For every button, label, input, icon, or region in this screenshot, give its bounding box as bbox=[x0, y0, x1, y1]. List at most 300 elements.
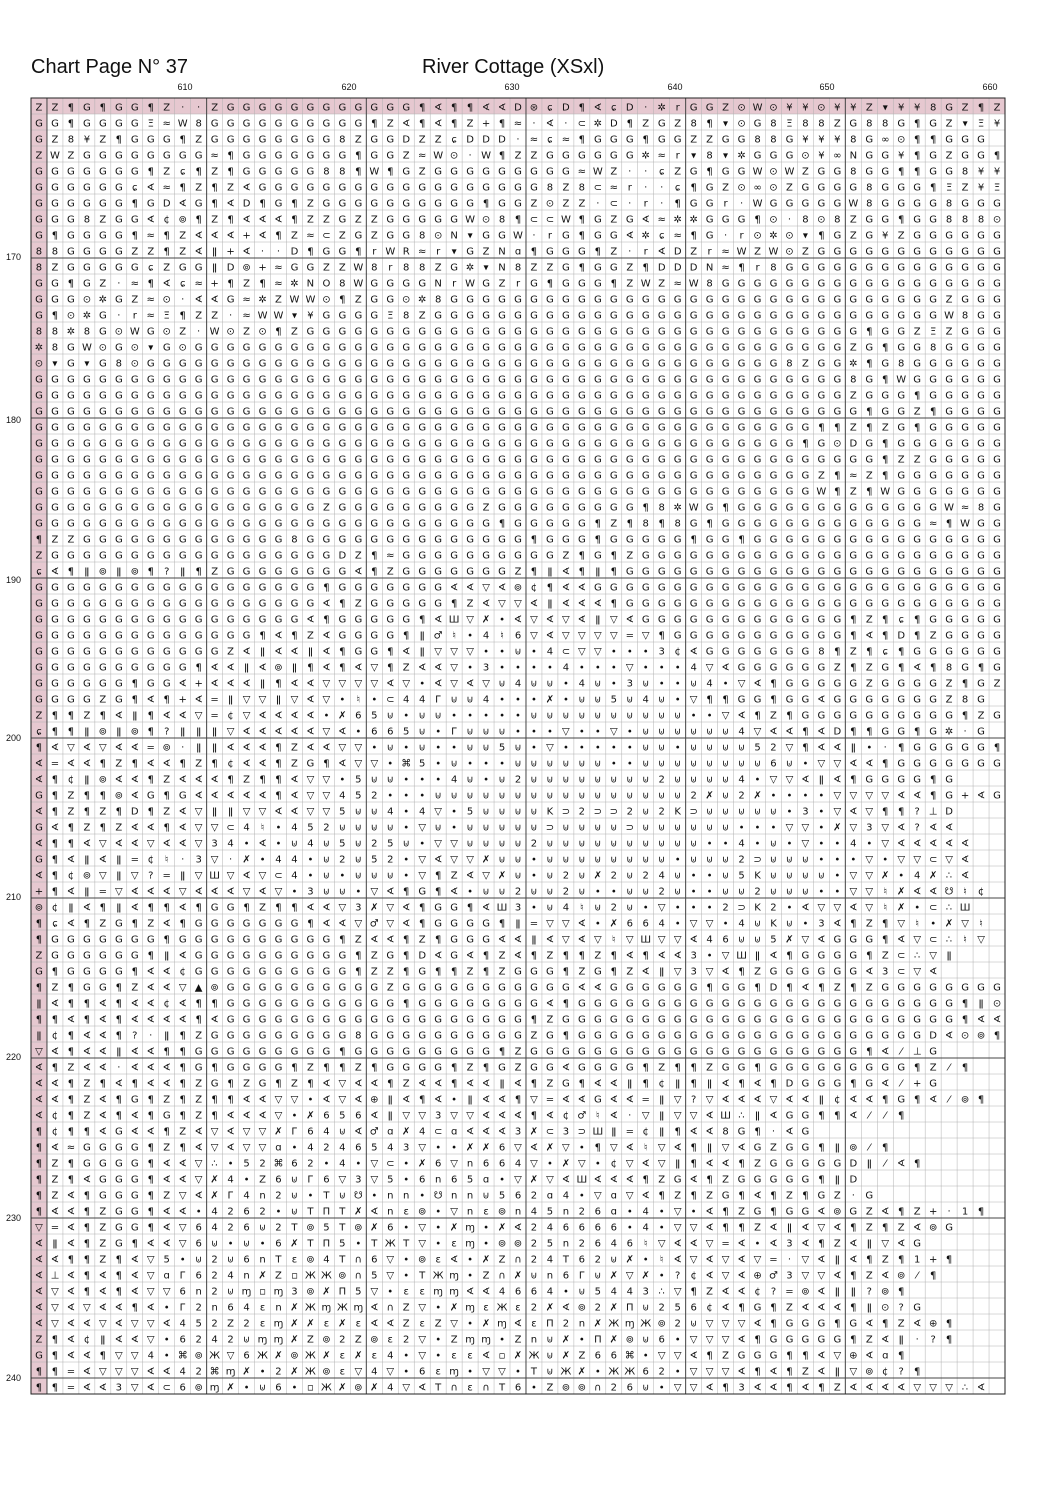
chart-symbol: 6 bbox=[578, 1254, 586, 1266]
chart-symbol: ¶ bbox=[195, 902, 202, 914]
chart-symbol: G bbox=[657, 982, 666, 994]
chart-symbol: G bbox=[929, 310, 938, 322]
chart-symbol: G bbox=[178, 502, 187, 514]
chart-symbol: • bbox=[499, 1334, 505, 1346]
chart-symbol: ¶ bbox=[51, 790, 59, 802]
chart-symbol: G bbox=[338, 502, 347, 514]
chart-symbol: G bbox=[753, 630, 762, 642]
chart-symbol: ɛ bbox=[259, 1318, 266, 1330]
chart-symbol: G bbox=[977, 390, 985, 402]
chart-symbol: Z bbox=[865, 1222, 873, 1234]
chart-symbol: G bbox=[865, 710, 874, 722]
chart-symbol: Z bbox=[243, 774, 250, 786]
chart-symbol: W bbox=[784, 166, 795, 178]
chart-symbol: ✲ bbox=[290, 278, 299, 290]
chart-symbol: G bbox=[562, 406, 570, 418]
chart-symbol: ∢ bbox=[625, 1094, 634, 1106]
chart-symbol: • bbox=[754, 1238, 761, 1250]
chart-symbol: ∢ bbox=[449, 582, 459, 594]
chart-symbol: ▽ bbox=[673, 1206, 682, 1218]
chart-symbol: G bbox=[833, 374, 842, 386]
chart-symbol: ¶ bbox=[866, 1254, 873, 1266]
chart-symbol: ¶ bbox=[642, 502, 649, 514]
chart-symbol: G bbox=[210, 470, 219, 482]
chart-symbol: 5 bbox=[339, 838, 346, 850]
chart-symbol: N bbox=[705, 262, 714, 274]
chart-symbol: G bbox=[737, 646, 746, 658]
chart-symbol: G bbox=[210, 502, 219, 514]
chart-symbol: G bbox=[929, 742, 938, 754]
chart-symbol: Ш bbox=[209, 870, 220, 882]
chart-symbol: ¶ bbox=[147, 950, 154, 962]
chart-symbol: G bbox=[226, 534, 235, 546]
chart-symbol: Z bbox=[881, 1254, 889, 1266]
chart-symbol: Z bbox=[243, 1078, 250, 1090]
chart-symbol: G bbox=[961, 326, 969, 338]
chart-symbol: G bbox=[849, 534, 858, 546]
chart-symbol: G bbox=[881, 326, 890, 338]
chart-symbol: G bbox=[977, 198, 985, 210]
chart-symbol: ⊍ bbox=[705, 758, 714, 770]
chart-symbol: G bbox=[929, 598, 938, 610]
chart-symbol: ⊍ bbox=[610, 790, 618, 802]
chart-symbol: G bbox=[114, 966, 123, 978]
chart-symbol: G bbox=[993, 262, 1001, 274]
chart-symbol: ⊍ bbox=[658, 726, 666, 738]
chart-symbol: ▽ bbox=[593, 630, 602, 642]
chart-symbol: G bbox=[194, 598, 203, 610]
chart-symbol: G bbox=[146, 438, 155, 450]
chart-symbol: ¶ bbox=[67, 998, 75, 1010]
chart-symbol: Z bbox=[99, 134, 107, 146]
chart-symbol: ∢ bbox=[689, 934, 698, 946]
chart-symbol: Ж bbox=[305, 1350, 316, 1362]
chart-symbol: ⊍ bbox=[466, 790, 474, 802]
chart-symbol: Ξ bbox=[163, 310, 170, 322]
chart-symbol: ∢ bbox=[178, 902, 187, 914]
chart-symbol: G bbox=[881, 598, 890, 610]
chart-symbol: • bbox=[834, 838, 841, 850]
chart-symbol: G bbox=[801, 1046, 810, 1058]
chart-symbol: • bbox=[546, 726, 553, 738]
chart-symbol: ∢ bbox=[817, 1302, 826, 1314]
chart-symbol: ∢ bbox=[66, 918, 76, 930]
chart-symbol: ✗ bbox=[897, 902, 906, 914]
chart-symbol: • bbox=[451, 822, 458, 834]
chart-symbol: G bbox=[482, 438, 490, 450]
chart-symbol: ∢ bbox=[513, 1078, 523, 1090]
chart-symbol: ∢ bbox=[928, 838, 938, 850]
chart-symbol: G bbox=[450, 182, 459, 194]
chart-symbol: G bbox=[210, 902, 219, 914]
chart-symbol: G bbox=[865, 214, 874, 226]
chart-symbol: ⊍ bbox=[721, 806, 730, 818]
chart-symbol: G bbox=[849, 310, 858, 322]
chart-symbol: G bbox=[306, 486, 315, 498]
chart-symbol: G bbox=[753, 598, 762, 610]
chart-symbol: ¶ bbox=[818, 1142, 825, 1154]
chart-symbol: G bbox=[689, 310, 698, 322]
chart-symbol: ⊍ bbox=[594, 758, 602, 770]
chart-symbol: ¶ bbox=[83, 1206, 91, 1218]
chart-symbol: G bbox=[546, 310, 554, 322]
chart-symbol: • bbox=[626, 726, 633, 738]
chart-symbol: T bbox=[291, 1222, 298, 1234]
chart-symbol: G bbox=[945, 438, 953, 450]
chart-symbol: G bbox=[817, 630, 826, 642]
chart-symbol: • bbox=[818, 790, 825, 802]
chart-symbol: Z bbox=[354, 294, 362, 306]
chart-symbol: D bbox=[498, 134, 506, 146]
chart-symbol: ⊍ bbox=[258, 1222, 267, 1234]
chart-symbol: ∢ bbox=[210, 1014, 219, 1026]
chart-symbol: ¶ bbox=[291, 1062, 298, 1074]
chart-symbol: G bbox=[114, 166, 123, 178]
chart-symbol: ▽ bbox=[673, 1094, 682, 1106]
chart-symbol: • bbox=[674, 662, 681, 674]
chart-symbol: Z bbox=[610, 166, 618, 178]
chart-symbol: ⊍ bbox=[626, 854, 634, 866]
chart-symbol: 6 bbox=[722, 934, 729, 946]
chart-symbol: G bbox=[83, 102, 91, 114]
chart-symbol: ⊙ bbox=[449, 150, 459, 162]
chart-symbol: ɛ bbox=[371, 1350, 377, 1362]
chart-symbol: Z bbox=[754, 966, 761, 978]
chart-symbol: ∩ bbox=[514, 1254, 522, 1266]
chart-symbol: ▽ bbox=[242, 1126, 251, 1138]
chart-symbol: G bbox=[114, 1222, 123, 1234]
chart-symbol: ∢ bbox=[960, 838, 970, 850]
chart-symbol: G bbox=[769, 422, 778, 434]
chart-symbol: ¶ bbox=[163, 1046, 170, 1058]
chart-symbol: G bbox=[482, 326, 490, 338]
chart-symbol: ∢ bbox=[98, 1014, 108, 1026]
chart-symbol: G bbox=[737, 294, 746, 306]
chart-symbol: G bbox=[625, 342, 634, 354]
chart-symbol: G bbox=[482, 406, 490, 418]
chart-symbol: G bbox=[609, 534, 618, 546]
chart-symbol: ¶ bbox=[163, 694, 170, 706]
chart-symbol: ∢ bbox=[449, 886, 459, 898]
chart-symbol: ⊚ bbox=[98, 726, 108, 738]
chart-symbol: ¶ bbox=[67, 838, 75, 850]
chart-symbol: G bbox=[801, 1078, 810, 1090]
chart-symbol: n bbox=[275, 1302, 282, 1314]
chart-symbol: G bbox=[881, 150, 890, 162]
chart-symbol: ∢ bbox=[162, 886, 171, 898]
chart-symbol: G bbox=[114, 662, 123, 674]
chart-symbol: G bbox=[881, 518, 890, 530]
chart-symbol: ∢ bbox=[66, 1286, 76, 1298]
chart-symbol: ▾ bbox=[723, 150, 729, 162]
chart-symbol: K bbox=[754, 870, 761, 882]
chart-symbol: ɑ bbox=[163, 1270, 170, 1282]
chart-symbol: ⊙ bbox=[992, 998, 1002, 1010]
chart-symbol: ∢ bbox=[497, 1110, 507, 1122]
chart-symbol: ⊛ bbox=[529, 102, 539, 114]
chart-symbol: G bbox=[386, 518, 395, 530]
chart-symbol: G bbox=[769, 470, 778, 482]
chart-symbol: G bbox=[961, 262, 969, 274]
chart-symbol: • bbox=[866, 742, 873, 754]
chart-symbol: G bbox=[721, 422, 730, 434]
chart-symbol: G bbox=[913, 1302, 922, 1314]
chart-symbol: • bbox=[451, 1094, 458, 1106]
chart-symbol: · bbox=[468, 150, 472, 162]
chart-symbol: G bbox=[290, 134, 299, 146]
chart-symbol: Z bbox=[386, 118, 394, 130]
chart-symbol: ▽ bbox=[258, 870, 267, 882]
chart-symbol: G bbox=[322, 102, 331, 114]
chart-symbol: ⊍ bbox=[626, 870, 634, 882]
chart-symbol: ∢ bbox=[130, 822, 139, 834]
chart-symbol: ▽ bbox=[418, 1142, 427, 1154]
chart-symbol: G bbox=[306, 438, 315, 450]
chart-symbol: G bbox=[354, 390, 363, 402]
chart-symbol: • bbox=[307, 870, 314, 882]
chart-symbol: 2 bbox=[307, 1158, 314, 1170]
chart-symbol: G bbox=[657, 614, 666, 626]
chart-symbol: ∢ bbox=[194, 1190, 203, 1202]
chart-symbol: G bbox=[721, 566, 730, 578]
chart-symbol: G bbox=[226, 1014, 235, 1026]
chart-symbol: G bbox=[162, 342, 171, 354]
chart-symbol: ▽ bbox=[306, 806, 315, 818]
chart-symbol: ∢ bbox=[753, 678, 762, 690]
chart-symbol: · bbox=[117, 310, 121, 322]
chart-symbol: ¶ bbox=[115, 806, 123, 818]
chart-symbol: G bbox=[35, 678, 43, 690]
chart-symbol: G bbox=[178, 518, 187, 530]
chart-symbol: G bbox=[737, 326, 746, 338]
chart-symbol: G bbox=[178, 614, 187, 626]
chart-symbol: G bbox=[753, 358, 762, 370]
chart-symbol: G bbox=[530, 422, 538, 434]
chart-symbol: • bbox=[626, 1222, 633, 1234]
chart-symbol: G bbox=[354, 454, 363, 466]
chart-symbol: ⊙ bbox=[82, 294, 92, 306]
chart-symbol: G bbox=[546, 342, 554, 354]
chart-symbol: ✲ bbox=[82, 310, 92, 322]
chart-symbol: ¶ bbox=[67, 102, 75, 114]
chart-symbol: ☋ bbox=[944, 886, 954, 898]
chart-symbol: ✗ bbox=[370, 1382, 379, 1394]
chart-symbol: G bbox=[226, 1062, 235, 1074]
chart-symbol: G bbox=[801, 694, 810, 706]
chart-symbol: G bbox=[338, 102, 347, 114]
chart-symbol: ¶ bbox=[913, 390, 921, 402]
chart-symbol: ¶ bbox=[466, 902, 474, 914]
chart-symbol: = bbox=[769, 1254, 778, 1266]
chart-symbol: ¶ bbox=[147, 710, 154, 722]
chart-symbol: G bbox=[737, 518, 746, 530]
chart-symbol: G bbox=[961, 134, 969, 146]
chart-symbol: G bbox=[258, 966, 267, 978]
chart-symbol: G bbox=[833, 1030, 842, 1042]
chart-symbol: 8 bbox=[371, 262, 378, 274]
chart-symbol: G bbox=[753, 454, 762, 466]
chart-symbol: G bbox=[386, 630, 395, 642]
chart-symbol: G bbox=[514, 1014, 522, 1026]
chart-symbol: ⊍ bbox=[769, 806, 778, 818]
chart-symbol: ¶ bbox=[770, 678, 777, 690]
chart-symbol: G bbox=[546, 422, 554, 434]
chart-symbol: G bbox=[370, 438, 379, 450]
chart-symbol: G bbox=[945, 998, 953, 1010]
chart-symbol: G bbox=[242, 470, 251, 482]
chart-symbol: 5 bbox=[738, 870, 745, 882]
chart-symbol: G bbox=[625, 438, 634, 450]
chart-symbol: D bbox=[514, 102, 522, 114]
chart-symbol: G bbox=[114, 518, 123, 530]
chart-symbol: G bbox=[35, 166, 43, 178]
chart-symbol: ⊍ bbox=[354, 822, 362, 834]
chart-symbol: ¶ bbox=[882, 806, 889, 818]
chart-symbol: ¶ bbox=[913, 726, 921, 738]
chart-symbol: ¶ bbox=[291, 902, 298, 914]
chart-symbol: ɑ bbox=[387, 1126, 394, 1138]
chart-symbol: • bbox=[307, 1094, 314, 1106]
chart-symbol: ∢ bbox=[82, 742, 92, 754]
chart-symbol: G bbox=[577, 294, 586, 306]
chart-symbol: ▽ bbox=[641, 1110, 650, 1122]
chart-symbol: ∢ bbox=[609, 1078, 618, 1090]
chart-symbol: G bbox=[593, 966, 602, 978]
chart-symbol: G bbox=[338, 582, 347, 594]
chart-symbol: • bbox=[483, 758, 490, 770]
chart-symbol: Z bbox=[35, 550, 43, 562]
chart-symbol: G bbox=[450, 502, 459, 514]
chart-symbol: G bbox=[146, 406, 155, 418]
chart-symbol: П bbox=[546, 1318, 554, 1330]
chart-symbol: ∢ bbox=[849, 1094, 858, 1106]
chart-symbol: G bbox=[370, 614, 379, 626]
chart-symbol: ∢ bbox=[912, 1318, 922, 1330]
chart-symbol: G bbox=[210, 422, 219, 434]
chart-symbol: G bbox=[35, 454, 43, 466]
chart-symbol: G bbox=[961, 278, 969, 290]
chart-symbol: ▽ bbox=[450, 1158, 458, 1170]
chart-symbol: G bbox=[897, 518, 906, 530]
chart-symbol: G bbox=[721, 1046, 730, 1058]
chart-symbol: 5 bbox=[355, 774, 362, 786]
chart-symbol: G bbox=[577, 518, 586, 530]
chart-symbol: G bbox=[130, 950, 139, 962]
chart-symbol: G bbox=[977, 438, 985, 450]
chart-symbol: ∢ bbox=[561, 582, 571, 594]
chart-symbol: ∢ bbox=[98, 998, 108, 1010]
chart-symbol: + bbox=[226, 246, 235, 258]
chart-symbol: G bbox=[833, 390, 842, 402]
chart-symbol: ♮ bbox=[659, 1254, 664, 1266]
chart-symbol: G bbox=[977, 342, 985, 354]
page-title: Chart Page N° 37 bbox=[31, 56, 188, 78]
chart-symbol: ⊍ bbox=[482, 838, 490, 850]
chart-symbol: ⊍ bbox=[514, 838, 522, 850]
chart-symbol: G bbox=[194, 470, 203, 482]
chart-symbol: G bbox=[785, 646, 794, 658]
chart-symbol: G bbox=[290, 262, 299, 274]
chart-symbol: G bbox=[753, 1174, 762, 1186]
chart-symbol: ¶ bbox=[147, 1158, 154, 1170]
chart-symbol: ⊕ bbox=[753, 1270, 762, 1282]
chart-symbol: G bbox=[83, 662, 91, 674]
chart-symbol: G bbox=[274, 598, 283, 610]
chart-symbol: W bbox=[369, 166, 380, 178]
chart-symbol: G bbox=[737, 998, 746, 1010]
chart-symbol: ✗ bbox=[338, 1382, 347, 1394]
chart-symbol: ⊚ bbox=[338, 1270, 347, 1282]
chart-symbol: G bbox=[306, 582, 315, 594]
chart-symbol: ⊍ bbox=[418, 742, 426, 754]
chart-symbol: ▽ bbox=[99, 1318, 107, 1330]
chart-symbol: ✗ bbox=[641, 1270, 650, 1282]
chart-symbol: G bbox=[562, 278, 570, 290]
chart-symbol: G bbox=[897, 470, 906, 482]
chart-symbol: ⊍ bbox=[290, 838, 299, 850]
chart-symbol: ¶ bbox=[945, 1254, 953, 1266]
chart-symbol: ∢ bbox=[833, 774, 842, 786]
chart-symbol: G bbox=[609, 1046, 618, 1058]
chart-symbol: G bbox=[162, 582, 171, 594]
chart-symbol: ∢ bbox=[370, 1302, 379, 1314]
chart-symbol: G bbox=[418, 406, 427, 418]
chart-symbol: ▽ bbox=[881, 838, 890, 850]
chart-symbol: G bbox=[641, 534, 650, 546]
chart-symbol: ⊚ bbox=[162, 742, 171, 754]
chart-symbol: ¶ bbox=[195, 166, 202, 178]
chart-symbol: G bbox=[801, 1110, 810, 1122]
chart-symbol: G bbox=[625, 598, 634, 610]
chart-symbol: ¶ bbox=[147, 1142, 154, 1154]
chart-symbol: Z bbox=[849, 214, 857, 226]
chart-symbol: ▽ bbox=[434, 838, 443, 850]
chart-symbol: П bbox=[322, 1206, 331, 1218]
chart-symbol: G bbox=[721, 310, 730, 322]
chart-symbol: G bbox=[785, 566, 794, 578]
chart-symbol: ∢ bbox=[178, 950, 187, 962]
chart-symbol: G bbox=[114, 1206, 123, 1218]
chart-symbol: G bbox=[833, 934, 842, 946]
chart-symbol: ▽ bbox=[418, 854, 427, 866]
chart-symbol: G bbox=[577, 534, 586, 546]
chart-symbol: ¶ bbox=[403, 998, 410, 1010]
chart-symbol: G bbox=[737, 1014, 746, 1026]
chart-symbol: ǁ bbox=[212, 726, 218, 738]
chart-symbol: G bbox=[35, 278, 43, 290]
chart-symbol: ¶ bbox=[882, 1094, 889, 1106]
chart-symbol: • bbox=[483, 774, 490, 786]
chart-symbol: ⊍ bbox=[658, 854, 666, 866]
chart-symbol: G bbox=[354, 198, 363, 210]
chart-symbol: G bbox=[625, 374, 634, 386]
chart-symbol: G bbox=[961, 150, 969, 162]
chart-symbol: 4 bbox=[546, 1254, 554, 1266]
chart-symbol: ∢ bbox=[593, 982, 603, 994]
chart-symbol: ⁄ bbox=[916, 1270, 919, 1282]
chart-symbol: G bbox=[482, 278, 490, 290]
chart-symbol: G bbox=[881, 710, 890, 722]
chart-symbol: 6 bbox=[450, 1174, 458, 1186]
chart-symbol: ∢ bbox=[944, 1030, 954, 1042]
chart-symbol: ⊍ bbox=[642, 1382, 650, 1394]
chart-symbol: G bbox=[386, 102, 395, 114]
chart-symbol: G bbox=[705, 470, 714, 482]
chart-symbol: Г bbox=[179, 1270, 186, 1282]
chart-symbol: ¶ bbox=[929, 790, 937, 802]
chart-symbol: ▽ bbox=[849, 1366, 858, 1378]
chart-symbol: G bbox=[849, 454, 858, 466]
